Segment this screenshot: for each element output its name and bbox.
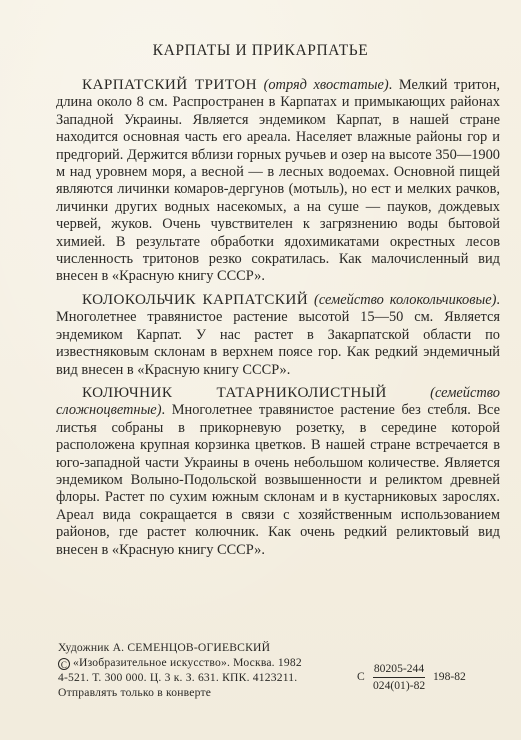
entry-text: . Мелкий тритон, длина около 8 см. Распространен в Карпатах и примыкающих районах Западной Украины. Является эндемиком Карпат, в нашей стране находится основная часть его ареала. Населяет влажные районы гор и предгорий. Держится вблизи горных ручьев и озер на высоте 350—1900 м над уровнем моря, а весной — в лесных водоемах. Основной пищей являются личинки комаров-дергунов (мотыль), но ест и мелких рачков, личинки других водных насекомых, а на суше — пауков, дождевых червей, жуков. Очень чувствителен к загрязнению воды бытовой химией. В результате обработки ядохимикатами окрестных лесов численность тритонов резко сократилась. Как малочисленный вид внесен в «Красную книгу СССР».	[56, 77, 500, 285]
entry-thistle	[56, 384, 500, 559]
entry-carpathian-bellflower	[56, 291, 500, 379]
entry-classification: (отряд хвостатые)	[263, 77, 389, 93]
artist-credit: Художник А. СЕМЕНЦОВ-ОГИЕВСКИЙ	[58, 641, 271, 654]
publisher-line	[58, 655, 498, 670]
print-info: 4-521. Т. 300 000. Ц. 3 к. З. 631. КПК. 4123211.	[58, 671, 298, 684]
index-numerator: 80205-244	[373, 662, 425, 678]
entry-classification: (семейство колокольчиковые)	[314, 291, 497, 308]
imprint	[58, 640, 498, 700]
entry-name: КАРПАТСКИЙ ТРИТОН	[82, 76, 257, 93]
publisher-text: «Изобразительное искусство». Москва. 1982	[73, 656, 302, 669]
entry-carpathian-newt	[56, 76, 500, 286]
entry-text: . Многолетнее травянистое растение без стебля. Все листья собраны в прикорневую розетку, в середине которой расположена крупная корзинка цветков. В нашей стране встречается в юго-западной части Украины в очень небольшом количестве. Является эндемиком Волыно-Подольской возвышенности и реликтом древней флоры. Растет по сухим южным склонам и в кустарниковых зарослях. Ареал вида сокращается в связи с хозяйственным использованием районов, где растет колючник. Как очень редкий реликтовый вид внесен в «Красную книгу СССР».	[56, 402, 500, 558]
index-fraction	[373, 662, 425, 693]
entry-text: . Многолетнее травянистое растение высотой 15—50 см. Является эндемиком Карпат. У нас растет в Закарпатской области по известняковым склонам в верхнем поясе гор. Как редкий эндемичный вид внесен в «Красную книгу СССР».	[56, 291, 500, 378]
article-body	[56, 76, 500, 559]
index-prefix: С	[357, 670, 365, 683]
index-denominator: 024(01)-82	[373, 679, 426, 692]
index-suffix: 198-82	[433, 670, 466, 683]
copyright-icon: C	[58, 658, 70, 670]
entry-classification: (семейство сложноцветные)	[56, 384, 500, 419]
entry-name: КОЛОКОЛЬЧИК КАРПАТСКИЙ	[82, 290, 309, 308]
entry-name: КОЛЮЧНИК ТАТАРНИКОЛИСТНЫЙ	[82, 383, 387, 401]
mailing-note: Отправлять только в конверте	[58, 686, 212, 699]
page-heading: КАРПАТЫ И ПРИКАРПАТЬЕ	[152, 42, 369, 59]
